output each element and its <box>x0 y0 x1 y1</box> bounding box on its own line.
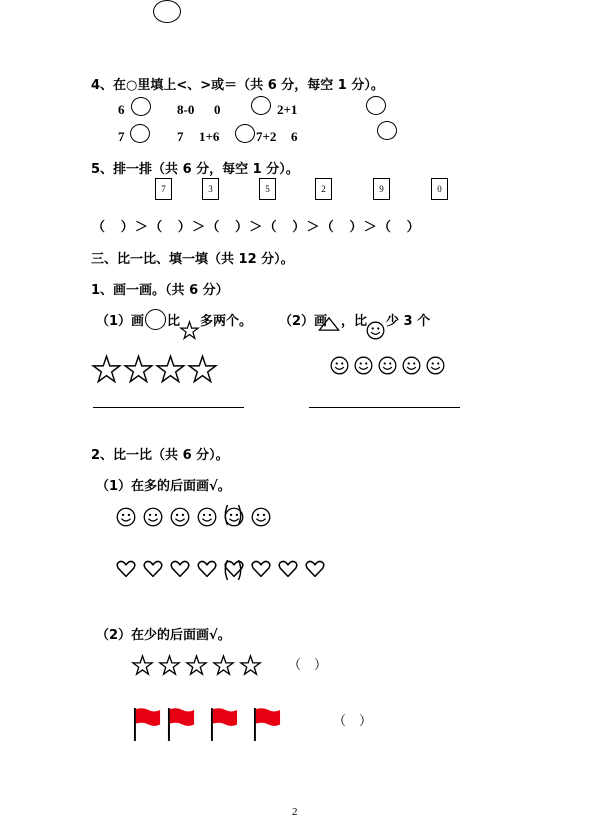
flag-icon <box>210 707 239 742</box>
q31-part1-b: 比 <box>167 314 181 329</box>
flag-icon <box>253 707 282 742</box>
smiley-icon <box>197 507 217 527</box>
drawing-answer-line[interactable] <box>93 407 244 408</box>
q31-title: 1、画一画。（共 6 分） <box>91 283 229 298</box>
flag-icon <box>167 707 196 742</box>
number-card: 3 <box>202 178 219 200</box>
q4-r2-e: 6 <box>291 129 298 144</box>
smiley-icon <box>426 356 445 375</box>
section-3-title: 三、比一比、填一填（共 12 分）。 <box>91 252 294 267</box>
star-icon <box>92 355 121 384</box>
q4-r2-b: 7 <box>177 129 184 144</box>
smiley-icon <box>170 507 190 527</box>
q32-part1: （1）在多的后面画√。 <box>96 479 231 494</box>
number-card: 0 <box>431 178 448 200</box>
flag-icon <box>133 707 162 742</box>
circle-icon[interactable] <box>251 96 271 115</box>
answer-bracket-icon[interactable] <box>222 503 244 527</box>
star-icon <box>213 655 234 676</box>
heart-icon <box>116 560 136 578</box>
star-icon <box>180 321 199 340</box>
q4-r1-c: 0 <box>214 102 221 117</box>
triangle-icon <box>318 317 340 331</box>
order-answer-row[interactable]: （ ）＞（ ）＞（ ）＞（ ）＞（ ）＞（ ） <box>92 220 421 235</box>
q4-r1-a: 6 <box>118 102 125 117</box>
heart-icon <box>251 560 271 578</box>
number-card: 2 <box>315 178 332 200</box>
q32-part2: （2）在少的后面画√。 <box>96 628 231 643</box>
smiley-icon <box>378 356 397 375</box>
heart-icon <box>305 560 325 578</box>
answer-bracket-icon[interactable] <box>222 558 244 582</box>
heart-icon <box>197 560 217 578</box>
number-card: 9 <box>373 178 390 200</box>
heart-icon <box>278 560 298 578</box>
q4-r2-c: 1+6 <box>199 129 220 144</box>
smiley-icon <box>402 356 421 375</box>
q31-part2-c: 少 3 个 <box>386 314 431 329</box>
q4-title: 4、在○里填上<、>或＝（共 6 分，每空 1 分）。 <box>91 78 384 93</box>
q4-r2-a: 7 <box>118 129 125 144</box>
answer-paren[interactable]: （ ） <box>288 658 328 673</box>
circle-icon <box>153 0 181 23</box>
smiley-icon <box>116 507 136 527</box>
page-number: 2 <box>292 806 298 818</box>
smiley-icon <box>366 321 385 340</box>
q4-r1-d: 2+1 <box>277 102 298 117</box>
drawing-answer-line[interactable] <box>309 407 460 408</box>
q4-r2-d: 7+2 <box>256 129 277 144</box>
answer-paren[interactable]: （ ） <box>333 714 373 729</box>
star-icon <box>159 655 180 676</box>
circle-icon[interactable] <box>235 124 255 143</box>
q4-r1-b: 8-0 <box>177 102 195 117</box>
star-icon <box>186 655 207 676</box>
q5-title: 5、排一排（共 6 分，每空 1 分）。 <box>91 162 299 177</box>
star-icon <box>156 355 185 384</box>
heart-icon <box>170 560 190 578</box>
star-icon <box>124 355 153 384</box>
smiley-icon <box>143 507 163 527</box>
circle-icon[interactable] <box>366 96 386 115</box>
star-icon <box>188 355 217 384</box>
smiley-icon <box>354 356 373 375</box>
star-icon <box>240 655 261 676</box>
q31-part2-a: （2）画 <box>279 314 328 329</box>
heart-icon <box>143 560 163 578</box>
circle-icon[interactable] <box>130 124 150 143</box>
number-card: 7 <box>155 178 172 200</box>
q31-part2-b: ，比 <box>341 314 368 329</box>
star-icon <box>132 655 153 676</box>
q32-title: 2、比一比（共 6 分）。 <box>91 448 229 463</box>
smiley-icon <box>330 356 349 375</box>
circle-icon[interactable] <box>377 121 397 140</box>
smiley-icon <box>251 507 271 527</box>
circle-icon <box>145 309 166 330</box>
q31-part1-c: 多两个。 <box>200 314 253 329</box>
q31-part1-a: （1）画 <box>96 314 145 329</box>
number-card: 5 <box>259 178 276 200</box>
circle-icon[interactable] <box>131 97 151 116</box>
